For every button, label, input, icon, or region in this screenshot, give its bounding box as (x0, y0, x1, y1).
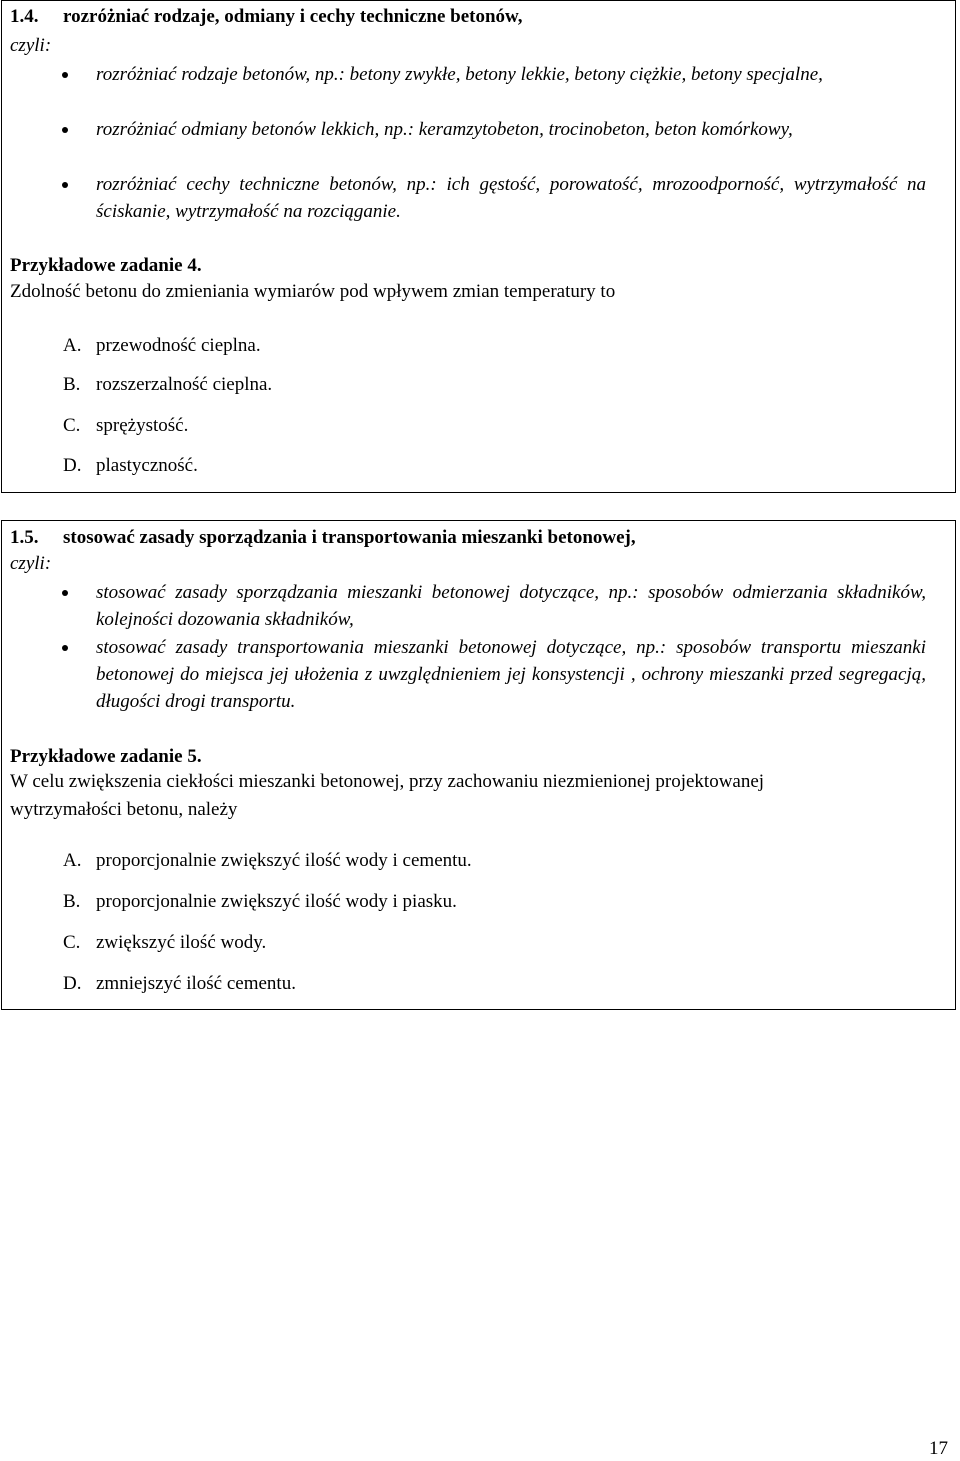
option-letter: A. (63, 850, 82, 871)
option-letter: B. (63, 891, 81, 912)
option-letter: D. (63, 973, 82, 994)
bullet-item: stosować zasady transportowania mieszanki betonowej dotyczące, np.: sposobów transportu mieszanki betonowej do miejsca jej ułożenia z uwzględnieniem jej konsystencji , ochrony mieszanki przed segregacją, długości drogi transportu. (96, 637, 926, 712)
bullet-dot (62, 645, 68, 651)
task-label: Przykładowe zadanie 5. (10, 746, 202, 767)
option-letter: C. (63, 415, 81, 436)
task-label: Przykładowe zadanie 4. (10, 255, 202, 276)
question-text: Zdolność betonu do zmieniania wymiarów pod wpływem zmian temperatury to (10, 281, 616, 302)
section-title: rozróżniać rodzaje, odmiany i cechy techniczne betonów, (63, 6, 523, 27)
option-text: zwiększyć ilość wody. (96, 932, 267, 953)
bullet-item: rozróżniać cechy techniczne betonów, np.: ich gęstość, porowatość, mrozoodporność, wytrzymałość na ściskanie, wytrzymałość na rozciąganie. (96, 174, 926, 222)
section-number: 1.4. (10, 6, 39, 27)
czyli-label: czyli: (10, 553, 52, 574)
section-1-5-heading (10, 526, 636, 550)
bullet-dot (62, 590, 68, 596)
option-text: przewodność cieplna. (96, 335, 261, 356)
bullet-item: stosować zasady sporządzania mieszanki betonowej dotyczące, np.: sposobów odmierzania składników, kolejności dozowania składników, (96, 582, 926, 630)
option-letter: C. (63, 932, 81, 953)
option-text: sprężystość. (96, 415, 189, 436)
option-text: zmniejszyć ilość cementu. (96, 973, 296, 994)
answer-option-b (63, 890, 457, 914)
question-text-line-2: wytrzymałości betonu, należy (10, 799, 238, 820)
bullet-dot (62, 182, 68, 188)
option-letter: B. (63, 374, 81, 395)
answer-option-b (63, 373, 272, 397)
option-letter: A. (63, 335, 82, 356)
bullet-dot (62, 72, 68, 78)
answer-option-c (63, 414, 188, 438)
answer-option-a (63, 849, 472, 873)
section-1-4-heading (10, 5, 522, 29)
page-number: 17 (929, 1438, 948, 1459)
bullet-item: rozróżniać rodzaje betonów, np.: betony zwykłe, betony lekkie, betony ciężkie, betony specjalne, (96, 64, 823, 85)
question-text-line-1: W celu zwiększenia ciekłości mieszanki betonowej, przy zachowaniu niezmienionej projektowanej (10, 771, 765, 792)
bullet-item: rozróżniać odmiany betonów lekkich, np.: keramzytobeton, trocinobeton, beton komórkowy, (96, 119, 793, 140)
option-letter: D. (63, 455, 82, 476)
option-text: proporcjonalnie zwiększyć ilość wody i cementu. (96, 850, 472, 871)
section-1-5-box (1, 520, 956, 1010)
answer-option-c (63, 931, 266, 955)
option-text: proporcjonalnie zwiększyć ilość wody i piasku. (96, 891, 457, 912)
section-title: stosować zasady sporządzania i transportowania mieszanki betonowej, (63, 527, 636, 548)
answer-option-a (63, 334, 261, 358)
czyli-label: czyli: (10, 35, 52, 56)
option-text: plastyczność. (96, 455, 198, 476)
option-text: rozszerzalność cieplna. (96, 374, 273, 395)
answer-option-d (63, 454, 198, 478)
bullet-dot (62, 127, 68, 133)
answer-option-d (63, 972, 296, 996)
section-1-4-box (1, 0, 956, 493)
section-number: 1.5. (10, 527, 39, 548)
